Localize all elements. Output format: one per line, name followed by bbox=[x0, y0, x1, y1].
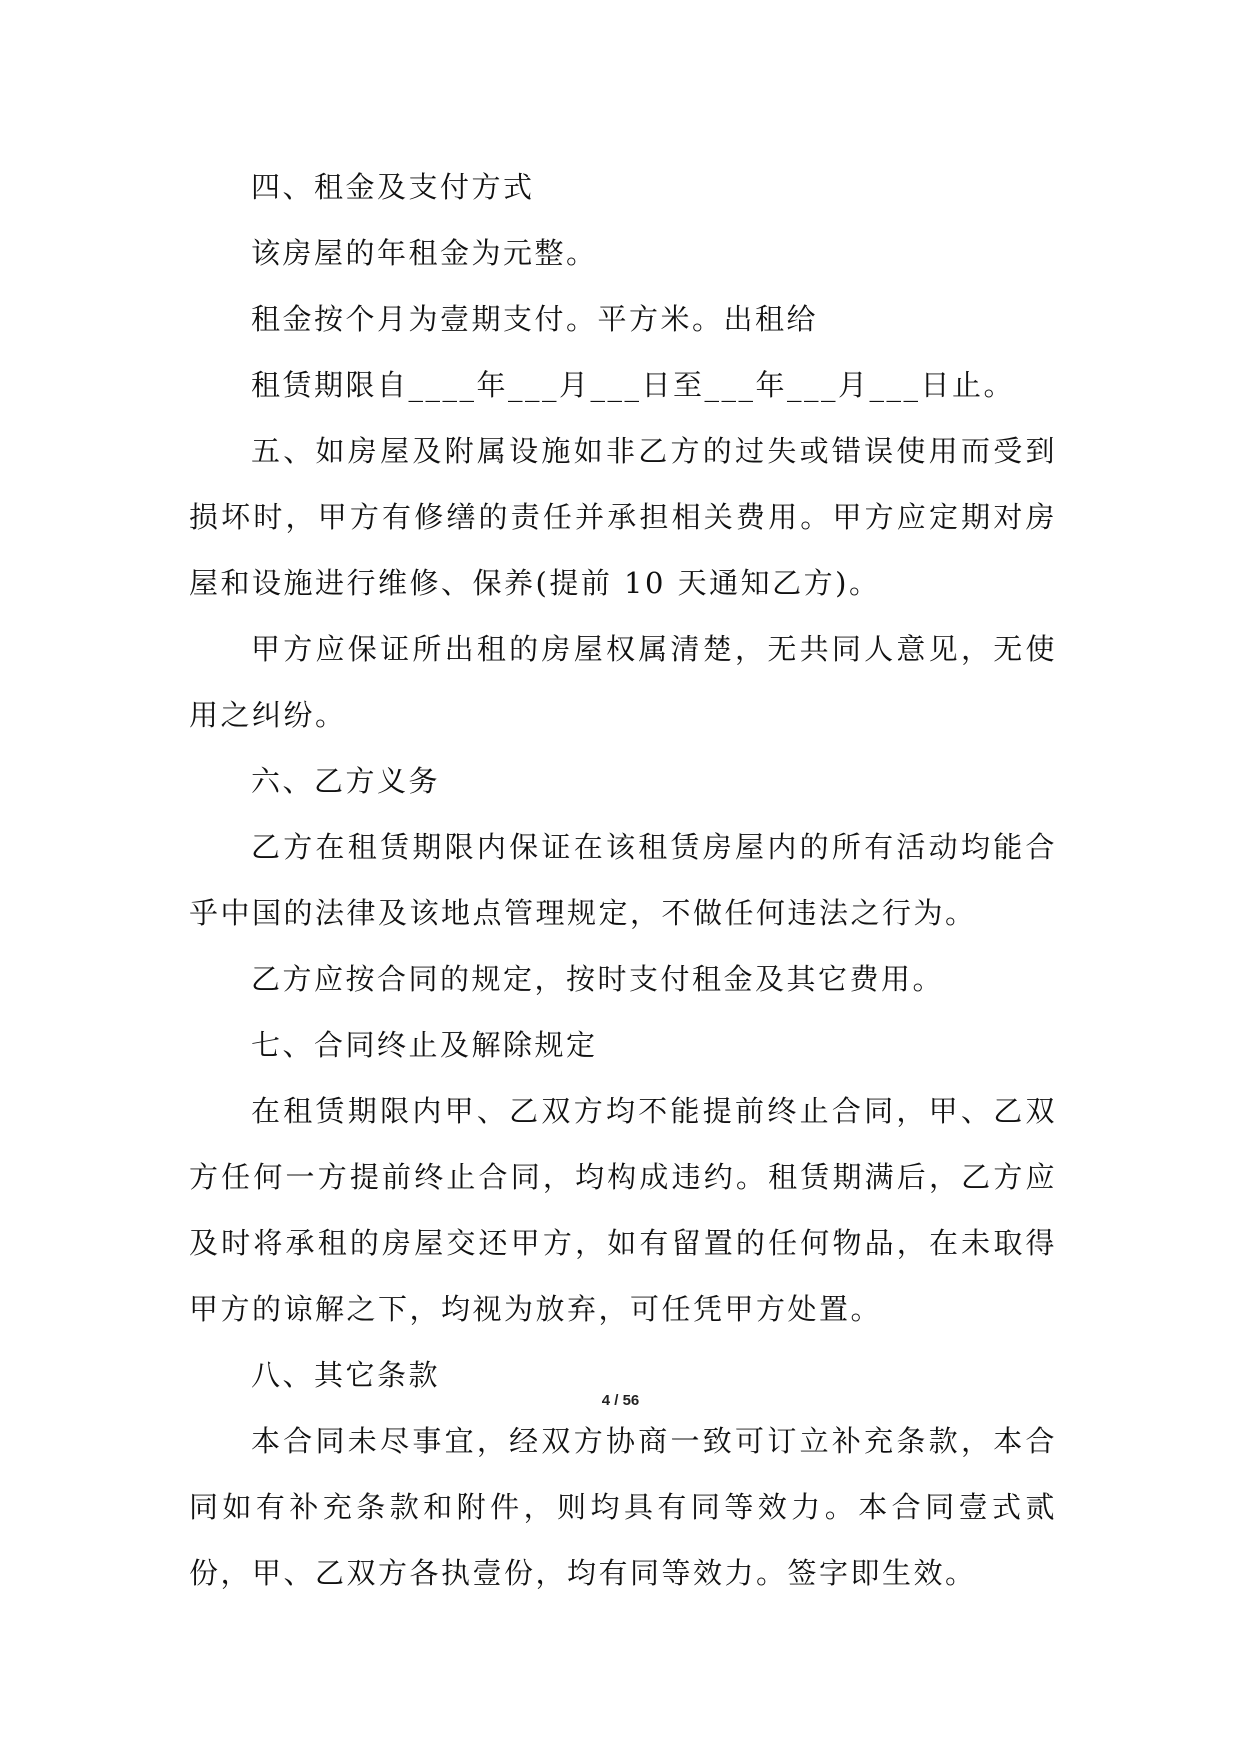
paragraph-lawful-use: 乙方在租赁期限内保证在该租赁房屋内的所有活动均能合乎中国的法律及该地点管理规定，不做任何违法之行为。 bbox=[189, 830, 1057, 930]
page-number: 4 / 56 bbox=[601, 1392, 640, 1409]
paragraph-title-guarantee: 甲方应保证所出租的房屋权属清楚，无共同人意见，无使用之纠纷。 bbox=[189, 632, 1057, 732]
section-heading-tenant-obligations: 六、乙方义务 bbox=[251, 764, 441, 798]
section-heading-other-terms: 八、其它条款 bbox=[251, 1358, 441, 1392]
paragraph-repair-duty: 五、如房屋及附属设施如非乙方的过失或错误使用而受到损坏时，甲方有修缮的责任并承担相关费用。甲方应定期对房屋和设施进行维修、保养(提前 10 天通知乙方)。 bbox=[189, 434, 1057, 600]
section-heading-termination: 七、合同终止及解除规定 bbox=[251, 1028, 598, 1062]
paragraph-early-termination: 在租赁期限内甲、乙双方均不能提前终止合同，甲、乙双方任何一方提前终止合同，均构成违约。租赁期满后，乙方应及时将承租的房屋交还甲方，如有留置的任何物品，在未取得甲方的谅解之下，均视为放弃，可任凭甲方处置。 bbox=[189, 1094, 1057, 1326]
paragraph-lease-term: 租赁期限自____年___月___日至___年___月___日止。 bbox=[251, 368, 1016, 402]
paragraph-payment-period: 租金按个月为壹期支付。平方米。出租给 bbox=[251, 302, 819, 336]
section-heading-rent-payment: 四、租金及支付方式 bbox=[251, 170, 535, 204]
document-body bbox=[189, 154, 1057, 1606]
paragraph-supplementary-terms: 本合同未尽事宜，经双方协商一致可订立补充条款，本合同如有补充条款和附件，则均具有同等效力。本合同壹式贰份，甲、乙双方各执壹份，均有同等效力。签字即生效。 bbox=[189, 1424, 1057, 1590]
paragraph-timely-payment: 乙方应按合同的规定，按时支付租金及其它费用。 bbox=[251, 962, 945, 996]
paragraph-annual-rent: 该房屋的年租金为元整。 bbox=[251, 236, 598, 270]
